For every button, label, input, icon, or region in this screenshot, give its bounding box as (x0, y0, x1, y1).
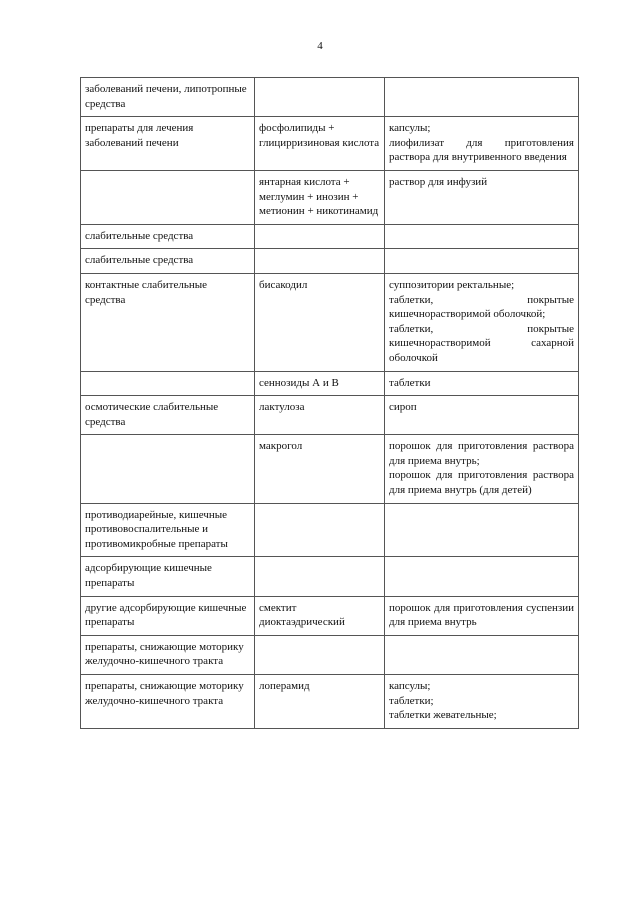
dosage-form-cell: капсулы; лиофилизат для приготовления раствора для внутривенного введения (385, 117, 579, 171)
table-row (81, 396, 579, 435)
active-substance-cell: макрогол (255, 435, 385, 503)
active-substance-cell: фосфолипиды + глицирризиновая кислота (255, 117, 385, 171)
active-substance-cell (255, 249, 385, 274)
table-row (81, 78, 579, 117)
drug-group-cell: слабительные средства (81, 249, 255, 274)
dosage-form-cell: суппозитории ректальные; таблетки, покрытые кишечнорастворимой оболочкой; таблетки, покрытые кишечнорастворимой сахарной оболочкой (385, 273, 579, 371)
drug-table-body (81, 78, 579, 729)
drug-group-cell: осмотические слабительные средства (81, 396, 255, 435)
active-substance-cell: лактулоза (255, 396, 385, 435)
active-substance-cell: бисакодил (255, 273, 385, 371)
dosage-form-cell (385, 503, 579, 557)
dosage-form-cell (385, 557, 579, 596)
table-row (81, 503, 579, 557)
table-row (81, 635, 579, 674)
table-row (81, 273, 579, 371)
drug-group-cell: адсорбирующие кишечные препараты (81, 557, 255, 596)
dosage-form-cell: капсулы; таблетки; таблетки жевательные; (385, 675, 579, 729)
drug-table (80, 77, 579, 729)
table-row (81, 371, 579, 396)
dosage-form-cell (385, 249, 579, 274)
dosage-form-cell: порошок для приготовления суспензии для приема внутрь (385, 596, 579, 635)
active-substance-cell (255, 557, 385, 596)
dosage-form-cell (385, 635, 579, 674)
active-substance-cell (255, 78, 385, 117)
table-row (81, 675, 579, 729)
active-substance-cell: янтарная кислота + меглумин + инозин + метионин + никотинамид (255, 170, 385, 224)
dosage-form-cell (385, 224, 579, 249)
table-row (81, 596, 579, 635)
drug-group-cell: контактные слабительные средства (81, 273, 255, 371)
dosage-form-cell: раствор для инфузий (385, 170, 579, 224)
drug-group-cell: другие адсорбирующие кишечные препараты (81, 596, 255, 635)
drug-group-cell (81, 371, 255, 396)
table-row (81, 435, 579, 503)
dosage-form-cell: порошок для приготовления раствора для приема внутрь; порошок для приготовления раствора для приема внутрь (для детей) (385, 435, 579, 503)
table-row (81, 249, 579, 274)
dosage-form-cell (385, 78, 579, 117)
active-substance-cell: лоперамид (255, 675, 385, 729)
table-row (81, 117, 579, 171)
drug-group-cell: слабительные средства (81, 224, 255, 249)
active-substance-cell: сеннозиды А и В (255, 371, 385, 396)
dosage-form-cell: сироп (385, 396, 579, 435)
drug-group-cell: препараты, снижающие моторику желудочно-кишечного тракта (81, 635, 255, 674)
table-row (81, 557, 579, 596)
page-number: 4 (317, 40, 323, 52)
drug-group-cell: противодиарейные, кишечные противовоспалительные и противомикробные препараты (81, 503, 255, 557)
active-substance-cell (255, 224, 385, 249)
drug-group-cell: препараты для лечения заболеваний печени (81, 117, 255, 171)
table-row (81, 224, 579, 249)
table-row (81, 170, 579, 224)
drug-group-cell: заболеваний печени, липотропные средства (81, 78, 255, 117)
drug-group-cell: препараты, снижающие моторику желудочно-кишечного тракта (81, 675, 255, 729)
active-substance-cell (255, 503, 385, 557)
active-substance-cell (255, 635, 385, 674)
drug-group-cell (81, 170, 255, 224)
dosage-form-cell: таблетки (385, 371, 579, 396)
drug-group-cell (81, 435, 255, 503)
active-substance-cell: смектит диоктаэдрический (255, 596, 385, 635)
